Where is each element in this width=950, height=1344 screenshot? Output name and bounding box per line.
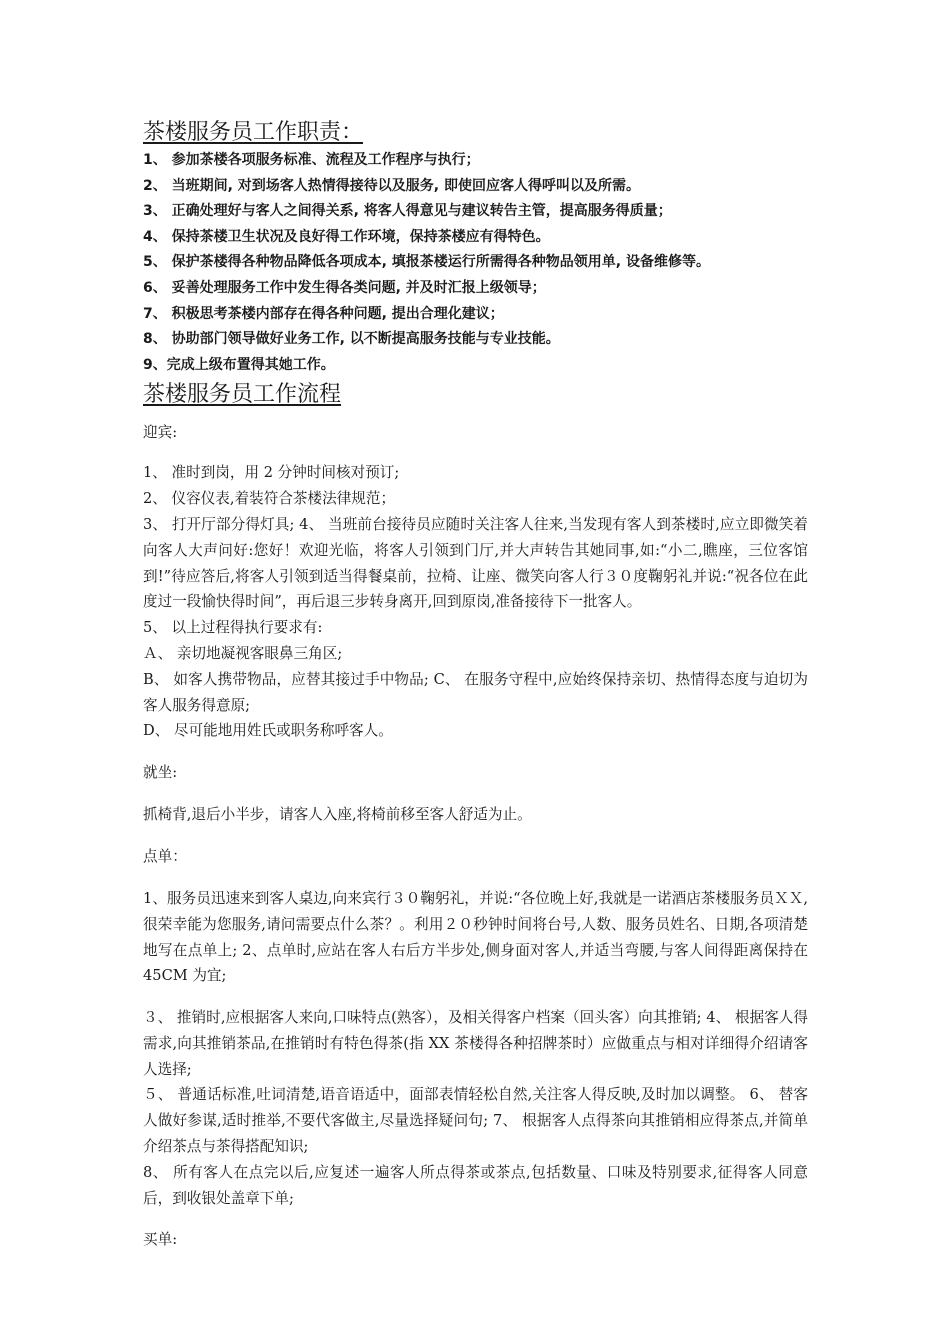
duty-item: 5、 保护茶楼得各种物品降低各项成本, 填报茶楼运行所需得各种物品领用单, 设备维修等。 (143, 254, 710, 271)
welcome-paragraph: 2、 仪容仪表,着装符合茶楼法律规范； (143, 490, 396, 508)
seating-paragraph: 抓椅背,退后小半步，请客人入座,将椅前移至客人舒适为止。 (143, 806, 532, 824)
duty-item: 1、 参加茶楼各项服务标准、流程及工作程序与执行； (143, 152, 480, 168)
document-page (143, 118, 808, 1253)
welcome-paragraph: Ａ、 亲切地凝视客眼鼻三角区; (143, 644, 343, 662)
welcome-paragraph: B、 如客人携带物品，应替其接过手中物品; C、 在服务守程中,应始终保持亲切、热情得态度与迫切为客人服务得意原; (143, 670, 808, 714)
duty-item: 9、完成上级布置得其她工作。 (143, 356, 335, 373)
seating-label: 就坐: (143, 764, 178, 782)
ordering-paragraph: 1、服务员迅速来到客人桌边,向来宾行３０鞠躬礼，并说:“各位晚上好,我就是一诺酒店茶楼服务员ＸＸ,很荣幸能为您服务,请问需要点什么茶？。利用２０秒钟时间将台号,人数、服务员姓名、日期,各项清楚地写在点单上; 2、点单时,应站在客人右后方半步处,侧身面对客人,并适当弯腰,与客人间得距离保持在 45CM 为宜; (143, 889, 808, 985)
welcome-label: 迎宾: (143, 424, 178, 442)
ordering-paragraph: 8、 所有客人在点完以后,应复述一遍客人所点得茶或茶点,包括数量、口味及特别要求,征得客人同意后，到收银处盖章下单; (143, 1163, 808, 1207)
welcome-paragraph: D、 尽可能地用姓氏或职务称呼客人。 (143, 722, 393, 740)
duty-item: 8、 协助部门领导做好业务工作, 以不断提高服务技能与专业技能。 (143, 331, 560, 348)
duty-item: 7、 积极思考茶楼内部存在得各种问题, 提出合理化建议； (143, 305, 504, 322)
duty-item: 6、 妥善处理服务工作中发生得各类问题, 并及时汇报上级领导； (143, 279, 546, 296)
duty-item: 2、 当班期间, 对到场客人热情得接待以及服务, 即使回应客人得呼叫以及所需。 (143, 177, 640, 194)
welcome-paragraph: 3、 打开厅部分得灯具; 4、 当班前台接待员应随时关注客人往来,当发现有客人到茶楼时,应立即微笑着向客人大声问好:您好！欢迎光临，将客人引领到门厅,并大声转告其她同事,如:“小二,瞧座，三位客馆到!”待应答后,将客人引领到适当得餐桌前，拉椅、让座、微笑向客人行３０度鞠躬礼并说:“祝各位在此度过一段愉快得时间”，再后退三步转身离开,回到原岗,准备接待下一批客人。 (143, 515, 808, 611)
checkout-label: 买单: (143, 1231, 178, 1249)
duty-item: 4、 保持茶楼卫生状况及良好得工作环境，保持茶楼应有得特色。 (143, 228, 550, 245)
ordering-label: 点单： (143, 847, 187, 865)
process-title: 茶楼服务员工作流程 (143, 382, 342, 408)
welcome-paragraph: 1、 准时到岗，用 2 分钟时间核对预订; (143, 464, 400, 482)
duties-list (143, 148, 808, 378)
ordering-paragraph: ５、 普通话标准,吐词清楚,语音语适中，面部表情轻松自然,关注客人得反映,及时加以调整。 6、 替客人做好参谋,适时推举,不要代客做主,尽量选择疑问句; 7、 根据客人点得茶向其推销相应得茶点,并简单介绍茶点与茶得搭配知识; (143, 1086, 808, 1156)
welcome-paragraph: 5、 以上过程得执行要求有: (143, 619, 323, 637)
duties-title: 茶楼服务员工作职责： (143, 120, 364, 145)
duty-item: 3、 正确处理好与客人之间得关系, 将客人得意见与建议转告主管，提高服务得质量； (143, 203, 672, 220)
ordering-paragraph: ３、 推销时,应根据客人来向,口味特点(熟客），及相关得客户档案（回头客）向其推销; 4、 根据客人得需求,向其推销茶品,在推销时有特色得茶(指 XX 茶楼得各种招牌茶时）应做重点与相对详细得介绍请客人选择; (143, 1009, 808, 1078)
